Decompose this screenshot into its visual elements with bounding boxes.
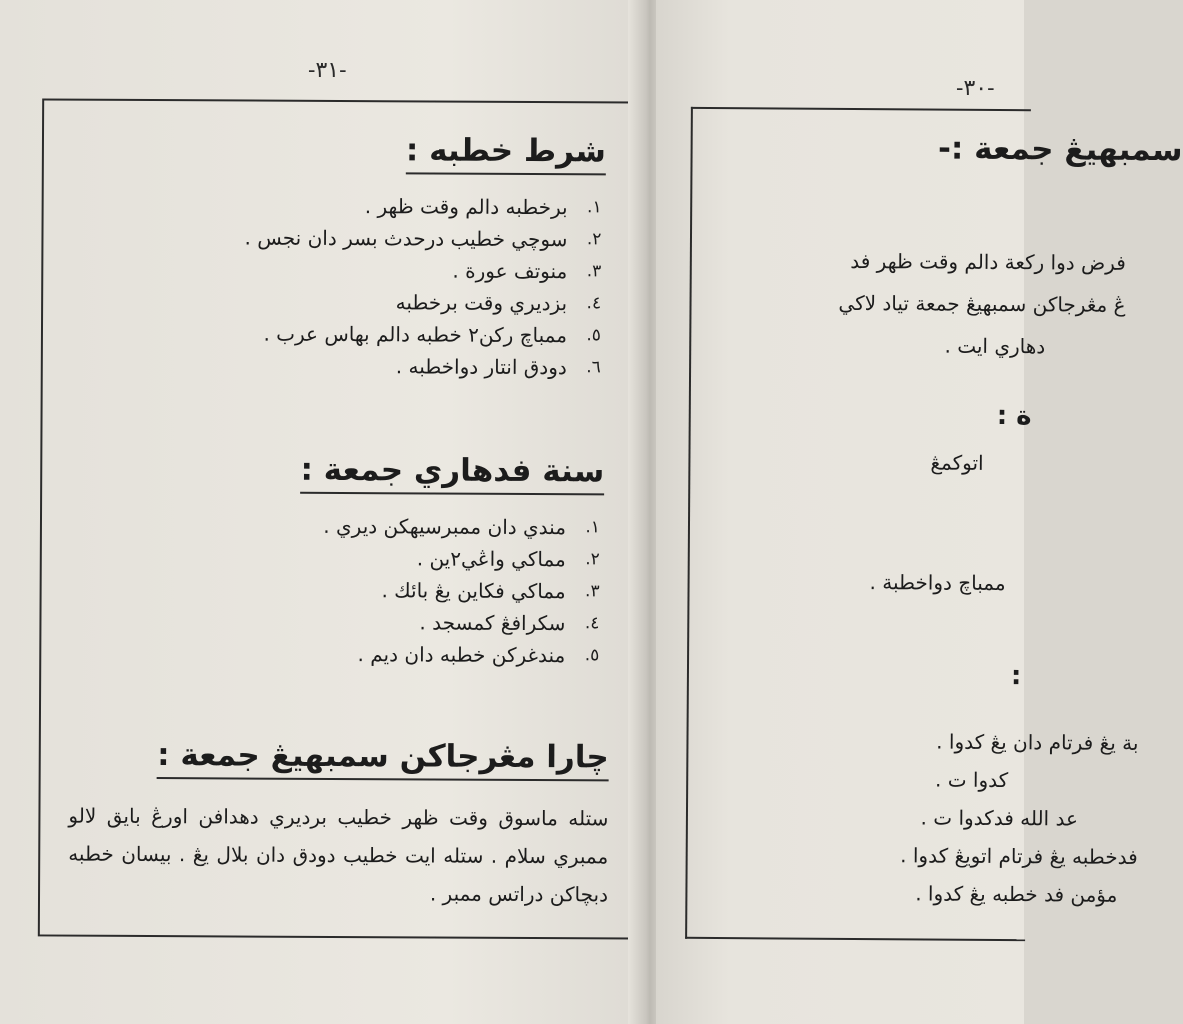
item-number: ١. (585, 517, 601, 538)
list-item (86, 189, 602, 224)
right-section-heading: سمبهيڠ جمعة :- (937, 130, 1183, 169)
fragment-line: عد الله فدکدوا ت . (920, 805, 1079, 831)
item-text: منوتف عورة . (452, 258, 568, 284)
item-text: بزديري وقت برخطبه (395, 290, 568, 316)
right-subheading-wrap (997, 401, 1032, 431)
list-item (84, 573, 600, 608)
list-item (83, 605, 599, 640)
item-text: مماکي واڠي٢ين . (416, 546, 566, 572)
sunnah-list (83, 509, 604, 672)
section-heading: شرط خطبه : (406, 132, 606, 175)
page-number: -٣١- (308, 58, 347, 83)
item-number: ٣. (585, 581, 600, 602)
list-item (85, 285, 601, 320)
page-number: -٣٠- (956, 76, 995, 101)
item-number: ١. (587, 197, 602, 218)
item-number: ٥. (586, 325, 602, 346)
section-procedure (68, 737, 609, 914)
right-subheading: ة : (996, 400, 1032, 432)
left-page-frame (38, 98, 638, 939)
paragraph-line: فرض دوا رکعة دالم وقت ظهر فد (850, 248, 1126, 275)
fragment-text: ممباچ دواخطبة . (869, 570, 1006, 596)
fragment-line: کدوا ت . (934, 767, 1009, 793)
item-text: مماکي فکاين يڠ بائك . (381, 578, 566, 604)
paragraph-line: دهاري ايت . (944, 333, 1046, 359)
right-subheading-2: : (1010, 661, 1022, 692)
section-sunnah (83, 451, 604, 672)
fragment-line: مؤمن فد خطبه يڠ کدوا . (915, 881, 1118, 907)
item-text: برخطبه دالم وقت ظهر . (364, 194, 568, 220)
item-text: سوچي خطيب درحدث بسر دان نجس . (244, 225, 568, 252)
section-conditions (85, 131, 606, 384)
right-paragraph (705, 239, 1126, 368)
list-item (85, 221, 601, 256)
section-heading: چارا مڠرجاکن سمبهيڠ جمعة : (157, 737, 609, 781)
list-item (85, 317, 601, 352)
item-number: ٤. (586, 293, 602, 314)
item-number: ٥. (584, 645, 600, 666)
right-fragment-2 (870, 570, 1006, 595)
conditions-list (85, 189, 606, 384)
item-text: مندي دان ممبرسيهكن ديري . (323, 513, 567, 540)
item-number: ٤. (584, 613, 600, 634)
item-number: ٦. (586, 357, 601, 378)
fragment-line: بة يڠ فرتام دان يڠ کدوا . (936, 729, 1139, 755)
section-heading: سنة فدهاري جمعة : (300, 452, 604, 496)
procedure-paragraph: ستله ماسوق وقت ظهر خطيب برديري دهدافن اورڠ بايق لالو ممبري سلام . ستله ايت خطيب دودق دان بلال يڠ . بيسان خطبه دبچاکن دراتس ممبر . (68, 803, 609, 907)
right-heading-wrap (862, 130, 1182, 172)
list-item (85, 349, 601, 384)
list-item (85, 253, 601, 288)
item-text: مندغرکن خطبه دان ديم . (357, 642, 566, 668)
item-number: ٣. (586, 261, 602, 282)
item-text: سکرافڠ کمسجد . (419, 610, 566, 636)
item-number: ٢. (586, 229, 602, 250)
item-text: دودق انتار دواخطبه . (395, 354, 567, 380)
list-item (84, 509, 600, 544)
item-text: ممباچ رکن٢ خطبه دالم بهاس عرب . (263, 321, 568, 348)
right-fragment-1 (930, 451, 983, 475)
right-bottom-list (777, 721, 1138, 914)
list-item (83, 637, 599, 672)
list-item (84, 541, 600, 576)
right-subheading-2-wrap (1011, 661, 1022, 691)
right-page-frame (685, 107, 1183, 941)
item-number: ٢. (585, 549, 600, 570)
fragment-line: فدخطبه يڠ فرتام اتويڠ کدوا . (900, 843, 1138, 869)
paragraph-line: ڠ مڠرجاکن سمبهيڠ جمعة تياد لاکي (838, 290, 1126, 317)
fragment-text: اتوکمڠ (930, 450, 984, 475)
right-page-content (687, 109, 1183, 943)
